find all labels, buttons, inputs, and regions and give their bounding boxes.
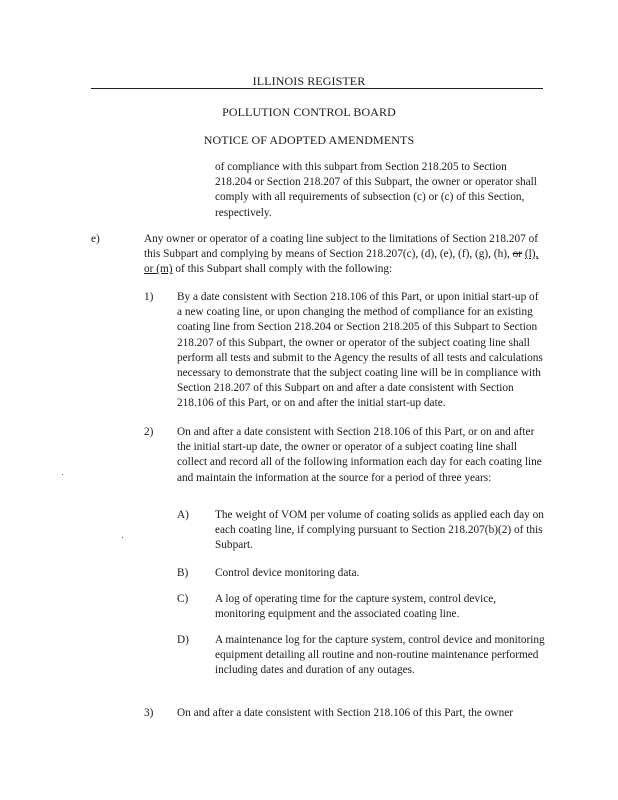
subitem-b-text: Control device monitoring data. bbox=[215, 567, 360, 579]
item-3-label: 3) bbox=[144, 707, 154, 719]
item-e-text-b: of this Subpart shall comply with the following: bbox=[172, 263, 393, 276]
subitem-a-text: The weight of VOM per volume of coating solids as applied each day on each coating line, if complying pursuant to Section 218.207(b)(2) of this Subpart. bbox=[215, 509, 544, 552]
subitem-c-label: C) bbox=[177, 593, 189, 605]
subitem-d-label: D) bbox=[177, 634, 189, 646]
subitem-d-text: A maintenance log for the capture system, control device and monitoring equipment detailing all routine and non-routine maintenance performed including dates and duration of any outages. bbox=[215, 634, 545, 677]
item-2-label: 2) bbox=[144, 426, 154, 438]
inserted-text: (l), or (m) bbox=[144, 248, 539, 276]
item-e-text-a: Any owner or operator of a coating line subject to the limitations of Section 218.207 of this Subpart and complying by means of Section 218.207(c), (d), (e), (f), (g), (h), bbox=[144, 233, 539, 261]
item-3-text: On and after a date consistent with Section 218.106 of this Part, the owner bbox=[177, 707, 514, 719]
scan-speck bbox=[122, 537, 123, 538]
header-rule bbox=[91, 88, 543, 89]
subitem-a-label: A) bbox=[177, 509, 189, 521]
register-title: ILLINOIS REGISTER bbox=[252, 74, 366, 88]
item-1-text: By a date consistent with Section 218.106 of this Part, or upon initial start-up of a new coating line, or upon changing the method of compliance for an existing coating line from Section 218.204 or Section 218.205 of this Subpart to Section 218.207 of this Subpart, the owner or operator of the subject coating line shall perform all tests and submit to the Agency the results of all tests and calculations necessary to demonstrate that the subject coating line will be in compliance with Section 218.207 of this Subpart on and after a date consistent with Section 218.106 of this Part, or on and after the initial start-up date. bbox=[177, 291, 543, 410]
continuation-paragraph: of compliance with this subpart from Section 218.205 to Section 218.204 or Section 218.207 of this Subpart, the owner or operator shall comply with all requirements of subsection (c) or (c) of this Section, respectively. bbox=[215, 161, 537, 219]
subitem-b-label: B) bbox=[177, 567, 189, 579]
item-e-label: e) bbox=[91, 233, 100, 245]
item-e-paragraph bbox=[144, 232, 544, 278]
subitem-c-text: A log of operating time for the capture system, control device, monitoring equipment and the associated coating line. bbox=[215, 593, 497, 621]
scan-speck bbox=[62, 474, 63, 475]
agency-title: POLLUTION CONTROL BOARD bbox=[222, 105, 396, 119]
struck-text: or bbox=[512, 248, 523, 261]
item-2-text: On and after a date consistent with Section 218.106 of this Part, or on and after the initial start-up date, the owner or operator of a subject coating line shall collect and record all of the following information each day for each coating line and maintain the information at the source for a period of three years: bbox=[177, 426, 542, 484]
notice-title: NOTICE OF ADOPTED AMENDMENTS bbox=[203, 133, 415, 147]
item-1-label: 1) bbox=[144, 291, 154, 303]
